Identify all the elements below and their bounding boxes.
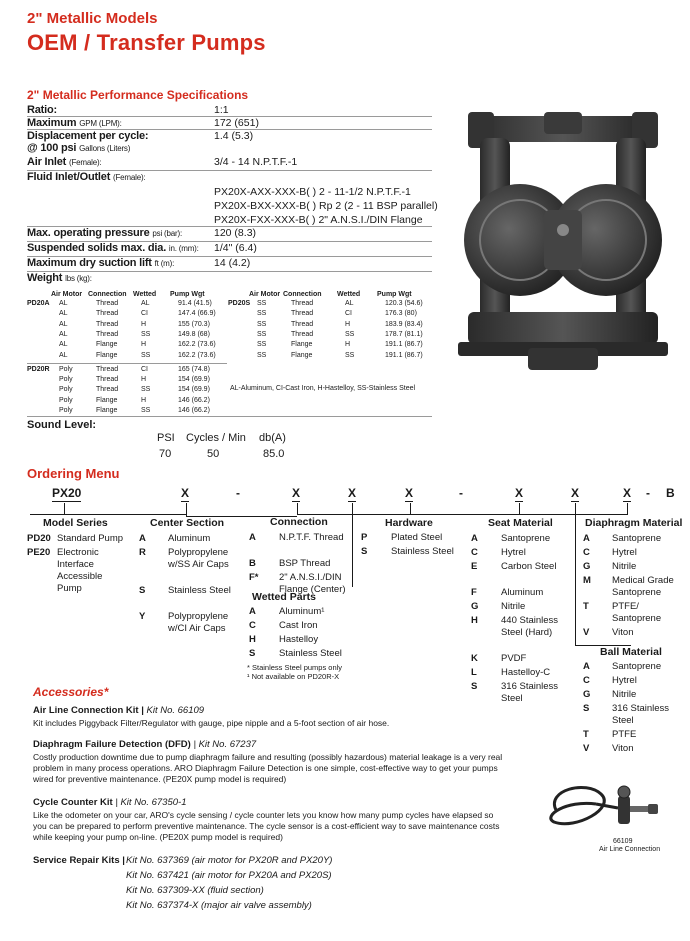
weights-header: Wetted xyxy=(337,291,361,298)
seat-material-code: E xyxy=(471,561,478,572)
fluid-inlet-option: PX20X-AXX-XXX-B( ) 2 - 11-1/2 N.P.T.F.-1 xyxy=(214,186,411,198)
order-code-segment: X xyxy=(623,486,632,500)
spec-row xyxy=(27,130,432,142)
spec-value: 120 (8.3) xyxy=(214,227,257,239)
seat-material-title: Seat Material xyxy=(488,517,553,529)
order-code-segment: - xyxy=(236,486,240,500)
wetted-parts-title: Wetted Parts xyxy=(252,591,316,603)
wetted-parts-option: Aluminum¹ xyxy=(279,606,325,617)
sound-header: Cycles / Min xyxy=(186,432,246,444)
air-line-kit-image xyxy=(546,780,671,840)
spec-label: Suspended solids max. dia. in. (mm): xyxy=(27,242,199,254)
weights-cell: H xyxy=(141,320,147,328)
order-connector xyxy=(186,503,187,517)
fluid-inlet-option: PX20X-BXX-XXX-B( ) Rp 2 (2 - 11 BSP parallel) xyxy=(214,200,438,212)
weights-cell: 155 (70.3) xyxy=(178,320,210,328)
ball-material-option: Nitrile xyxy=(612,689,637,700)
seat-material-option: Hytrel xyxy=(501,547,526,558)
spec-label: Ratio: xyxy=(27,104,57,116)
wetted-parts-code: S xyxy=(249,648,256,659)
spec-value: 172 (651) xyxy=(214,117,259,129)
seat-material-option: Santoprene xyxy=(501,533,551,544)
diaphragm-material-code: T xyxy=(583,601,589,612)
center-section-code: A xyxy=(139,533,146,544)
weights-cell: H xyxy=(141,376,147,384)
weights-cell: 183.9 (83.4) xyxy=(385,320,423,328)
weights-cell: SS xyxy=(257,310,267,318)
ball-material-code: S xyxy=(583,703,590,714)
spec-value: 14 (4.2) xyxy=(214,257,251,269)
ball-material-option: Viton xyxy=(612,743,634,754)
seat-material-option: PVDF xyxy=(501,653,527,664)
fluid-inlet-option: PX20X-FXX-XXX-B( ) 2" A.N.S.I./DIN Flange xyxy=(214,214,423,226)
weights-cell: H xyxy=(345,320,351,328)
sound-value: 70 xyxy=(159,448,172,460)
order-code-segment: X xyxy=(181,486,190,500)
spec-value: 3/4 - 14 N.P.T.F.-1 xyxy=(214,156,298,168)
sound-value: 85.0 xyxy=(263,448,285,460)
wetted-parts-option: Cast Iron xyxy=(279,620,318,631)
spec-unit: (Female): xyxy=(69,158,102,167)
weights-cell: Thread xyxy=(96,310,119,318)
model-series-option: Electronic Interface Accessible Pump xyxy=(57,547,103,594)
weights-cell: Poly xyxy=(59,396,73,404)
weights-cell: Thread xyxy=(96,330,119,338)
center-section-option: Stainless Steel xyxy=(168,585,231,596)
weights-cell: Poly xyxy=(59,407,73,414)
sound-header: PSI xyxy=(157,432,175,444)
page-title: OEM / Transfer Pumps xyxy=(27,30,266,55)
accessories-heading: Accessories* xyxy=(33,685,109,699)
spec-row xyxy=(27,104,432,117)
weights-cell: H xyxy=(141,341,147,349)
spec-row xyxy=(27,272,432,286)
connection-title: Connection xyxy=(270,516,328,528)
weights-cell: Flange xyxy=(291,351,313,359)
spec-row xyxy=(27,257,432,272)
service-kit-4: Kit No. 637374-X (major air valve assembly) xyxy=(126,900,312,911)
wetted-parts-code: A xyxy=(249,606,256,617)
weights-cell: Flange xyxy=(291,341,313,349)
weights-cell: H xyxy=(141,396,147,404)
weights-header: Connection xyxy=(283,291,322,298)
hardware-code: S xyxy=(361,546,368,557)
hose-caption-number: 66109 xyxy=(613,838,633,845)
weights-cell: SS xyxy=(345,330,355,338)
center-section-option: Aluminum xyxy=(168,533,211,544)
weights-cell: AL xyxy=(59,300,68,307)
spec-row xyxy=(27,227,432,242)
diaphragm-material-option: PTFE/ Santoprene xyxy=(612,601,662,624)
seat-material-option: Aluminum xyxy=(501,587,544,598)
weights-header: Pump Wgt xyxy=(377,291,412,298)
cycle-counter-title: Cycle Counter Kit | Kit No. 67350-1 xyxy=(33,797,187,808)
spec-label: Maximum dry suction lift ft (m): xyxy=(27,257,175,269)
hardware-code: P xyxy=(361,532,368,543)
weights-cell: AL xyxy=(59,341,68,349)
weights-cell: Poly xyxy=(59,376,73,384)
weights-cell: Flange xyxy=(96,396,118,404)
weights-cell: AL xyxy=(59,310,68,318)
connection-option: 2" A.N.S.I./DIN Flange (Center) xyxy=(279,572,346,595)
spec-label: @ 100 psi Gallons (Liters) xyxy=(27,142,131,154)
weights-cell: 91.4 (41.5) xyxy=(178,300,212,307)
ball-material-option: 316 Stainless Steel xyxy=(612,703,670,726)
weights-header: Wetted xyxy=(133,291,157,298)
spec-row xyxy=(27,142,432,156)
weights-header: Air Motor xyxy=(249,291,281,298)
diaphragm-material-option: Hytrel xyxy=(612,547,637,558)
order-connector xyxy=(30,514,186,515)
diaphragm-material-code: A xyxy=(583,533,590,544)
weights-model: PD20R xyxy=(27,365,50,373)
service-kits-title: Service Repair Kits | xyxy=(33,855,125,866)
weights-cell: H xyxy=(345,341,351,349)
seat-material-option: Nitrile xyxy=(501,601,526,612)
spec-label: Max. operating pressure psi (bar): xyxy=(27,227,182,239)
cycle-counter-body: Like the odometer on your car, ARO's cycle sensing / cycle counter lets you know how many pump cycles have elapsed so you can be prepared to perform preventive maintenance. The cycle sensor is a cost-efficient way to save maintenance costs while keeping your pump on-line. (PE20X pump model is required) xyxy=(33,810,500,842)
weights-legend: AL-Aluminum, CI-Cast Iron, H-Hastelloy, SS-Stainless Steel xyxy=(230,385,416,392)
diaphragm-material-code: G xyxy=(583,561,591,572)
weights-cell: CI xyxy=(141,310,148,318)
center-section-code: S xyxy=(139,585,146,596)
spec-unit: GPM (LPM): xyxy=(79,119,122,128)
spec-value: 1/4" (6.4) xyxy=(214,242,257,254)
hardware-title: Hardware xyxy=(385,517,433,529)
diaphragm-material-option: Medical Grade Santoprene xyxy=(612,575,674,598)
spec-label: Fluid Inlet/Outlet (Female): xyxy=(27,171,146,183)
sound-value: 50 xyxy=(207,448,220,460)
seat-material-code: G xyxy=(471,601,479,612)
weights-cell: Thread xyxy=(96,386,119,394)
spec-row xyxy=(27,242,432,257)
weights-model: PD20S xyxy=(228,300,251,307)
ball-material-code: C xyxy=(583,675,590,686)
air-line-kit-body: Kit includes Piggyback Filter/Regulator with gauge, pipe nipple and a 5-foot section of air hose. xyxy=(33,718,390,728)
ball-material-code: T xyxy=(583,729,589,740)
spec-label: Maximum GPM (LPM): xyxy=(27,117,122,129)
center-section-option: Polypropylene w/SS Air Caps xyxy=(168,547,229,570)
seat-material-code: F xyxy=(471,587,477,598)
seat-material-code: H xyxy=(471,615,478,626)
seat-material-option: Carbon Steel xyxy=(501,561,557,572)
spec-value: 1.4 (5.3) xyxy=(214,130,254,142)
weights-cell: 162.2 (73.6) xyxy=(178,341,216,349)
center-section-code: Y xyxy=(139,611,146,622)
weights-cell: 146 (66.2) xyxy=(178,396,210,404)
weights-cell: Flange xyxy=(96,341,118,349)
connection-code: F* xyxy=(249,572,259,583)
weights-cell: SS xyxy=(345,351,355,359)
weights-cell: CI xyxy=(141,365,148,373)
weights-header: Pump Wgt xyxy=(170,291,205,298)
weights-cell: AL xyxy=(345,300,354,307)
weights-cell: Poly xyxy=(59,365,73,373)
service-kit-3: Kit No. 637309-XX (fluid section) xyxy=(126,885,264,896)
order-code-segment: - xyxy=(646,486,650,500)
weights-cell: 154 (69.9) xyxy=(178,386,210,394)
ball-material-option: PTFE xyxy=(612,729,637,740)
center-section-code: R xyxy=(139,547,146,558)
seat-material-code: C xyxy=(471,547,478,558)
weights-cell: SS xyxy=(257,351,267,359)
weights-cell: 120.3 (54.6) xyxy=(385,300,423,307)
seat-material-option: Hastelloy-C xyxy=(501,667,551,678)
weights-cell: 149.8 (68) xyxy=(178,330,210,338)
weights-header: Connection xyxy=(88,291,127,298)
weights-cell: Poly xyxy=(59,386,73,394)
weights-cell: 176.3 (80) xyxy=(385,310,417,318)
weights-cell: AL xyxy=(59,320,68,328)
order-connector xyxy=(575,503,576,646)
weights-cell: SS xyxy=(141,386,151,394)
center-section-title: Center Section xyxy=(150,517,225,529)
seat-material-code: A xyxy=(471,533,478,544)
specs-heading: 2" Metallic Performance Specifications xyxy=(27,88,249,102)
weights-cell: Flange xyxy=(96,351,118,359)
pump-image xyxy=(458,112,668,374)
weights-cell: SS xyxy=(141,351,151,359)
spec-label: Displacement per cycle: xyxy=(27,130,149,142)
ball-material-code: V xyxy=(583,743,590,754)
ordering-heading: Ordering Menu xyxy=(27,466,120,481)
dfd-body: Costly production downtime due to pump diaphragm failure and resulting (possibly hazardous) material leakage is a very real problem in many process operations. ARO Diaphragm Failure Detection is one simple, cost-effective way to get your pumps wired for preventive maintenance. (PE20X pump model is required) xyxy=(33,752,503,784)
model-series-code: PD20 xyxy=(27,533,51,544)
weights-divider xyxy=(27,363,227,364)
connection-code: A xyxy=(249,532,256,543)
order-code-segment: X xyxy=(405,486,414,500)
order-connector xyxy=(519,514,575,515)
order-code-segment: - xyxy=(459,486,463,500)
seat-material-code: L xyxy=(471,667,477,678)
ball-material-option: Hytrel xyxy=(612,675,637,686)
weights-cell: 165 (74.8) xyxy=(178,365,210,373)
model-series-option: Standard Pump xyxy=(57,533,124,544)
diaphragm-material-option: Nitrile xyxy=(612,561,637,572)
wetted-parts-option: Stainless Steel xyxy=(279,648,342,659)
spec-unit: psi (bar): xyxy=(152,229,182,238)
spec-row xyxy=(27,156,432,171)
weights-cell: 162.2 (73.6) xyxy=(178,351,216,359)
weights-cell: SS xyxy=(141,407,151,414)
weights-cell: SS xyxy=(257,300,267,307)
hardware-option: Stainless Steel xyxy=(391,546,454,557)
spec-label: Weight lbs (kg): xyxy=(27,272,92,284)
spec-row xyxy=(27,117,432,130)
dfd-title: Diaphragm Failure Detection (DFD) | Kit No. 67237 xyxy=(33,739,257,750)
weights-cell: AL xyxy=(59,351,68,359)
weights-cell: Thread xyxy=(96,365,119,373)
weights-cell: 146 (66.2) xyxy=(178,407,210,414)
weights-cell: 147.4 (66.9) xyxy=(178,310,216,318)
order-code-segment: X xyxy=(292,486,301,500)
spec-value: 1:1 xyxy=(214,104,229,116)
weights-model: PD20A xyxy=(27,300,50,307)
seat-material-option: 316 Stainless Steel xyxy=(501,681,559,704)
diaphragm-material-option: Viton xyxy=(612,627,634,638)
weights-cell: SS xyxy=(257,320,267,328)
weights-cell: SS xyxy=(141,330,151,338)
weights-cell: 178.7 (81.1) xyxy=(385,330,423,338)
spec-unit: in. (mm): xyxy=(168,244,199,253)
wetted-parts-code: H xyxy=(249,634,256,645)
ball-material-code: G xyxy=(583,689,591,700)
ball-material-code: A xyxy=(583,661,590,672)
wetted-parts-option: Hastelloy xyxy=(279,634,319,645)
order-code-segment: X xyxy=(515,486,524,500)
diaphragm-material-title: Diaphragm Material xyxy=(585,517,683,529)
weights-cell: Thread xyxy=(291,310,314,318)
order-connector xyxy=(575,514,627,515)
connection-code: B xyxy=(249,558,256,569)
spec-unit: ft (m): xyxy=(154,259,175,268)
weights-cell: AL xyxy=(59,330,68,338)
seat-material-code: S xyxy=(471,681,478,692)
hardware-option: Plated Steel xyxy=(391,532,443,543)
service-kit-2: Kit No. 637421 (air motor for PX20A and PX20S) xyxy=(126,870,332,881)
weights-cell: Thread xyxy=(96,320,119,328)
order-code-segment: X xyxy=(348,486,357,500)
order-code-segment: PX20 xyxy=(52,486,82,500)
diaphragm-material-code: V xyxy=(583,627,590,638)
sound-label: Sound Level: xyxy=(27,419,97,431)
weights-cell: SS xyxy=(257,330,267,338)
spec-unit: (Female): xyxy=(113,173,146,182)
ball-material-option: Santoprene xyxy=(612,661,662,672)
weights-cell: Thread xyxy=(96,300,119,307)
weights-cell: AL xyxy=(141,300,150,307)
ball-material-title: Ball Material xyxy=(600,646,662,658)
connection-option: N.P.T.F. Thread xyxy=(279,532,344,543)
air-line-kit-title: Air Line Connection Kit | Kit No. 66109 xyxy=(33,705,205,716)
wetted-parts-code: C xyxy=(249,620,256,631)
weights-cell: 191.1 (86.7) xyxy=(385,351,423,359)
order-connector xyxy=(627,503,628,515)
spec-unit: Gallons (Liters) xyxy=(79,144,131,153)
seat-material-code: K xyxy=(471,653,478,664)
connection-option: BSP Thread xyxy=(279,558,331,569)
weights-cell: CI xyxy=(345,310,352,318)
model-series-title: Model Series xyxy=(43,517,108,529)
wetted-parts-note: ¹ Not available on PD20R-X xyxy=(247,672,340,681)
weights-divider xyxy=(27,416,432,417)
spec-label: Air Inlet (Female): xyxy=(27,156,102,168)
weights-cell: 154 (69.9) xyxy=(178,376,210,384)
model-line: 2" Metallic Models xyxy=(27,10,158,27)
center-section-option: Polypropylene w/CI Air Caps xyxy=(168,611,229,634)
weights-cell: Thread xyxy=(96,376,119,384)
wetted-parts-note: * Stainless Steel pumps only xyxy=(247,663,343,672)
service-kit-1: Kit No. 637369 (air motor for PX20R and PX20Y) xyxy=(126,855,333,866)
weights-cell: SS xyxy=(257,341,267,349)
hose-caption-text: Air Line Connection xyxy=(599,846,661,853)
order-code-segment: B xyxy=(666,486,675,500)
weights-header: Air Motor xyxy=(51,291,83,298)
weights-cell: Thread xyxy=(291,330,314,338)
diaphragm-material-code: C xyxy=(583,547,590,558)
diaphragm-material-option: Santoprene xyxy=(612,533,662,544)
diaphragm-material-code: M xyxy=(583,575,591,586)
order-code-segment: X xyxy=(571,486,580,500)
model-series-code: PE20 xyxy=(27,547,51,558)
spec-unit: lbs (kg): xyxy=(65,274,92,283)
weights-cell: Thread xyxy=(291,320,314,328)
weights-cell: 191.1 (86.7) xyxy=(385,341,423,349)
sound-header: db(A) xyxy=(259,432,286,444)
weights-cell: Thread xyxy=(291,300,314,307)
weights-cell: Flange xyxy=(96,407,118,414)
seat-material-option: 440 Stainless Steel (Hard) xyxy=(501,615,559,638)
